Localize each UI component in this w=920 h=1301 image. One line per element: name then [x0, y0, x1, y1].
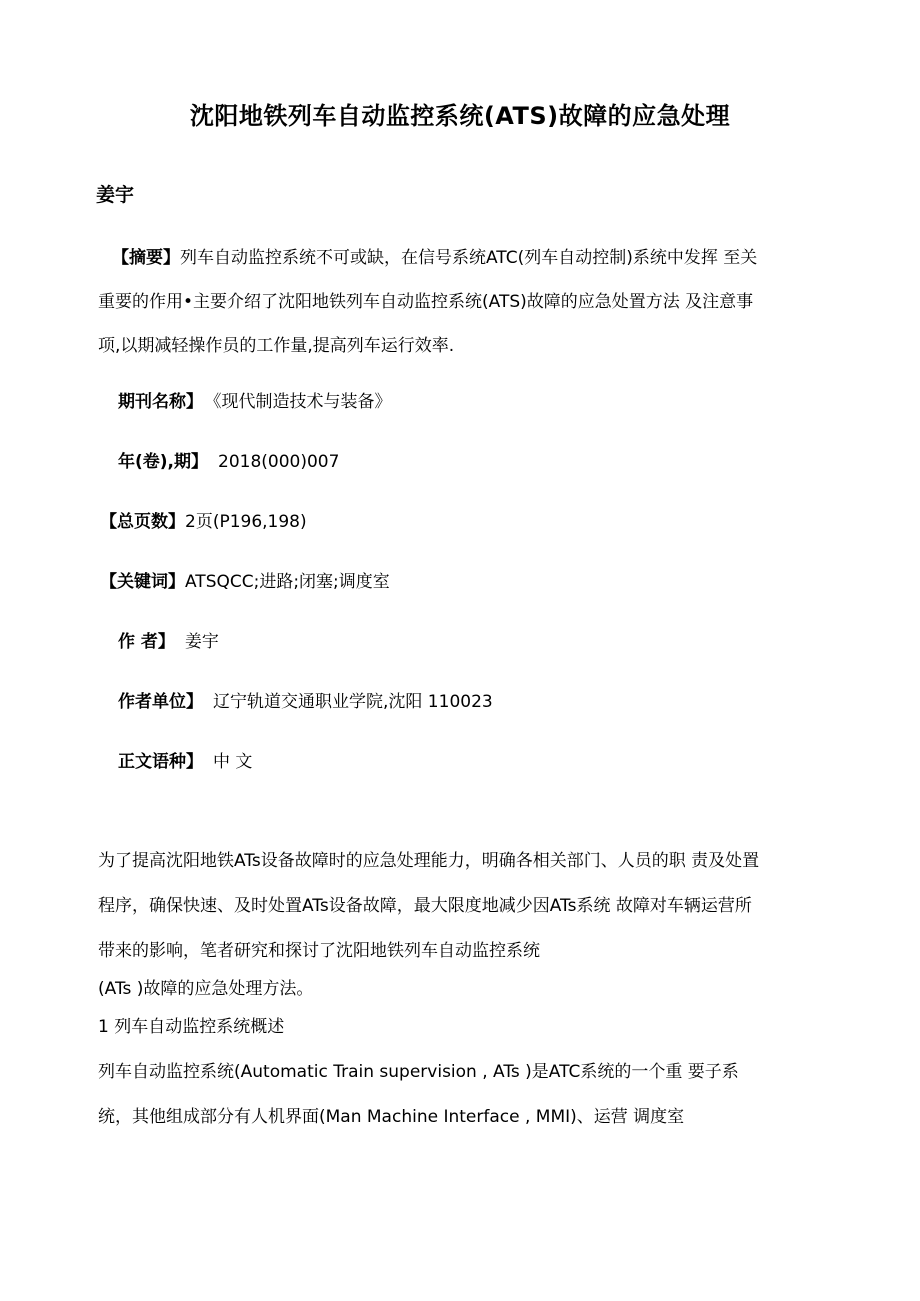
body-line-7: 统，其他组成部分有人机界面(Man Machine Interface , MMI)、运营 调度室 [98, 1107, 685, 1127]
meta-pages-label: 【总页数】 [100, 512, 185, 532]
meta-affiliation-label: 作者单位】 [118, 692, 203, 712]
meta-language [118, 747, 252, 772]
abstract-line-1 [98, 236, 838, 280]
meta-issue [118, 447, 339, 472]
meta-author-value: 姜宇 [184, 632, 219, 652]
meta-keywords [100, 567, 390, 592]
meta-language-label: 正文语种】 [118, 752, 203, 772]
meta-author-label: 作 者】 [118, 632, 175, 652]
meta-keywords-value: ATSQCC;进路;闭塞;调度室 [185, 572, 390, 592]
meta-pages-value: 2页(P196,198) [185, 512, 307, 532]
meta-journal-value: 《现代制造技术与装备》 [213, 392, 392, 412]
meta-journal [118, 387, 392, 412]
meta-author [118, 627, 219, 652]
meta-pages [100, 507, 307, 532]
body-line-2: 程序，确保快速、及时处置ATs设备故障，最大限度地减少因ATs系统 故障对车辆运营所 [98, 896, 752, 916]
meta-language-value: 中 文 [213, 752, 253, 772]
meta-affiliation [118, 687, 493, 712]
abstract-line-2: 重要的作用•主要介绍了沈阳地铁列车自动监控系统(ATS)故障的应急处置方法 及注意事 [98, 292, 754, 312]
abstract-text-1: 列车自动监控系统不可或缺，在信号系统ATC(列车自动控制)系统中发挥 至关 [180, 248, 758, 268]
document-title: 沈阳地铁列车自动监控系统(ATS)故障的应急处理 [189, 102, 731, 130]
body-line-4: (ATs )故障的应急处理方法。 [98, 979, 314, 999]
abstract-line-3: 项,以期减轻操作员的工作量,提高列车运行效率. [98, 336, 455, 356]
meta-issue-value: 2018(000)007 [218, 452, 340, 472]
section-heading-1: 1 列车自动监控系统概述 [98, 1017, 285, 1037]
body-line-6: 列车自动监控系统(Automatic Train supervision , ATs )是ATC系统的一个重 要子系 [98, 1062, 739, 1082]
meta-affiliation-value: 辽宁轨道交通职业学院,沈阳 110023 [213, 692, 493, 712]
body-text [98, 846, 838, 1147]
abstract-label: 【摘要】 [112, 248, 180, 268]
meta-journal-label: 期刊名称】 [118, 392, 203, 412]
body-line-3: 带来的影响，笔者研究和探讨了沈阳地铁列车自动监控系统 [98, 941, 540, 961]
author-heading: 姜宇 [96, 184, 135, 206]
meta-keywords-label: 【关键词】 [100, 572, 185, 592]
abstract-block [98, 236, 838, 368]
body-line-1: 为了提高沈阳地铁ATs设备故障时的应急处理能力，明确各相关部门、人员的职 责及处置 [98, 851, 760, 871]
meta-issue-label: 年(卷),期】 [118, 452, 208, 472]
